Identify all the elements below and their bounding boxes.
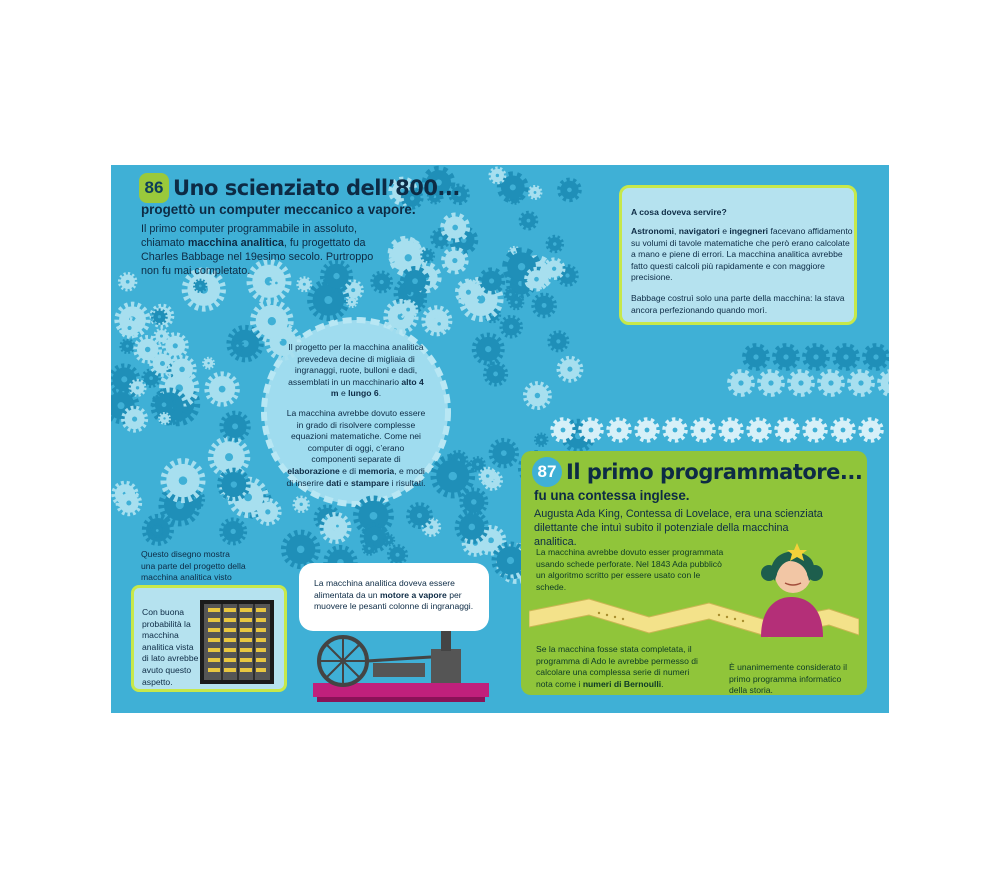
section-number-86: 86 xyxy=(139,173,169,203)
gear-icon xyxy=(120,339,134,353)
gear-icon xyxy=(434,457,472,495)
gear-icon xyxy=(297,277,311,291)
gear-icon xyxy=(533,294,555,316)
gear-icon xyxy=(529,186,542,199)
gear-icon xyxy=(834,345,858,369)
gear-icon xyxy=(284,532,318,566)
gear-icon xyxy=(774,345,798,369)
gear-icon xyxy=(864,345,888,369)
gear-icon xyxy=(744,345,768,369)
gear-icon xyxy=(547,236,563,252)
gear-icon xyxy=(485,363,507,385)
purpose-box xyxy=(619,185,857,325)
gear-icon xyxy=(490,168,505,183)
gear-icon xyxy=(819,371,843,395)
gear-icon xyxy=(431,316,447,332)
ada-lovelace-portrait xyxy=(747,537,833,637)
drawing-caption: Questo disegno mostra una parte del progetto della macchina analitica visto xyxy=(141,549,246,583)
gear-icon xyxy=(253,302,291,340)
steam-engine-text: La macchina analitica doveva essere alimentata da un motore a vapore per muovere le pesanti colonne di ingranaggi. xyxy=(314,578,474,612)
gear-icon xyxy=(520,212,537,229)
steam-engine-illustration xyxy=(313,627,489,705)
gear-icon xyxy=(789,371,813,395)
section-86-title: Uno scienziato dell’800... xyxy=(173,176,460,200)
section-87-title: Il primo programmatore... xyxy=(566,460,863,484)
first-program-text: È unanimemente considerato il primo programma informatico della storia. xyxy=(729,662,847,696)
machine-side-view-illustration xyxy=(194,596,280,688)
gear-circle-text: Il progetto per la macchina analitica prevedeva decine di migliaia di ingranaggi, ruote, bulloni e dadi, assemblati in un macchinario alto 4 m e lungo 6. La macchina avrebbe dovuto essere in grado di risolvere complesse equazioni matematiche. Come nei computer di oggi, c’erano componenti separate di elaborazione e di memoria, e modi di inserire dati e stampare i risultati. xyxy=(286,342,426,488)
gear-icon xyxy=(491,440,517,466)
gear-icon xyxy=(759,371,783,395)
gear-icon xyxy=(729,371,753,395)
section-86-subtitle: progettò un computer meccanico a vapore. xyxy=(141,202,416,217)
gear-icon xyxy=(748,419,770,441)
gear-icon xyxy=(535,434,548,447)
bernoulli-text: Se la macchina fosse stata completata, il programma di Ado le avrebbe permesso di calcolare una complessa serie di numeri nota come i numeri di Bernoulli. xyxy=(536,644,698,689)
side-view-box xyxy=(131,585,287,692)
gear-icon xyxy=(120,319,139,338)
gear-icon xyxy=(879,371,889,395)
gear-icon xyxy=(471,457,485,471)
gear-icon xyxy=(664,419,686,441)
gear-icon xyxy=(480,468,496,484)
gear-icon xyxy=(117,492,140,515)
purpose-text: Astronomi, navigatori e ingegneri facevano affidamento su volumi di tavole matematiche che però erano calcolate a mano e piene di errori. La macchina analitica avrebbe fatto questi calcoli più rapidamente e con maggiore precisione. Babbage costruì solo una parte della macchina: la stava ancora perfezionando quando morì. xyxy=(631,226,853,315)
gear-icon xyxy=(222,413,249,440)
purpose-heading: A cosa doveva servire? xyxy=(631,207,727,217)
gear-icon xyxy=(256,500,280,524)
gear-icon xyxy=(399,301,417,319)
book-spread xyxy=(111,165,889,713)
gear-icon xyxy=(558,358,581,381)
gear-icon xyxy=(720,419,742,441)
gear-icon xyxy=(692,419,714,441)
gear-icon xyxy=(388,546,406,564)
gear-icon xyxy=(501,317,521,337)
gear-icon xyxy=(804,345,828,369)
section-number-87: 87 xyxy=(532,457,562,487)
gear-icon xyxy=(119,273,136,290)
gear-icon xyxy=(860,419,882,441)
section-87-intro: Augusta Ada King, Contessa di Lovelace, era una scienziata dilettante che intuì subito il potenziale della macchina analitica. xyxy=(534,508,823,548)
gear-icon xyxy=(525,383,550,408)
gear-icon xyxy=(221,519,245,543)
gear-icon xyxy=(443,249,467,273)
gear-icon xyxy=(123,407,146,430)
gear-icon xyxy=(164,461,203,500)
punched-cards-text: La macchina avrebbe dovuto esser programmata usando schede perforate. Nel 1843 Ada pubblicò un algoritmo scritto per essere usato con le schede. xyxy=(536,547,724,592)
gear-icon xyxy=(549,332,568,351)
section-86-intro: Il primo computer programmabile in assoluto, chiamato macchina analitica, fu progettato da Charles Babbage nel 19esimo secolo. Purtroppo non fu mai completato. xyxy=(141,223,374,277)
gear-icon xyxy=(849,371,873,395)
gear-icon xyxy=(552,419,574,441)
gear-icon xyxy=(608,419,630,441)
gear-icon xyxy=(294,497,309,512)
gear-icon xyxy=(776,419,798,441)
section-87-subtitle: fu una contessa inglese. xyxy=(534,488,690,503)
gear-icon xyxy=(804,419,826,441)
gear-icon xyxy=(559,179,580,200)
gear-icon xyxy=(636,419,658,441)
gear-icon xyxy=(474,335,502,363)
gear-icon xyxy=(832,419,854,441)
side-view-caption: Con buona probabilità la macchina analitica vista di lato avrebbe avuto questo aspetto. xyxy=(142,607,199,687)
gear-icon xyxy=(203,358,214,369)
gear-icon xyxy=(363,542,376,555)
gear-icon xyxy=(207,374,238,405)
